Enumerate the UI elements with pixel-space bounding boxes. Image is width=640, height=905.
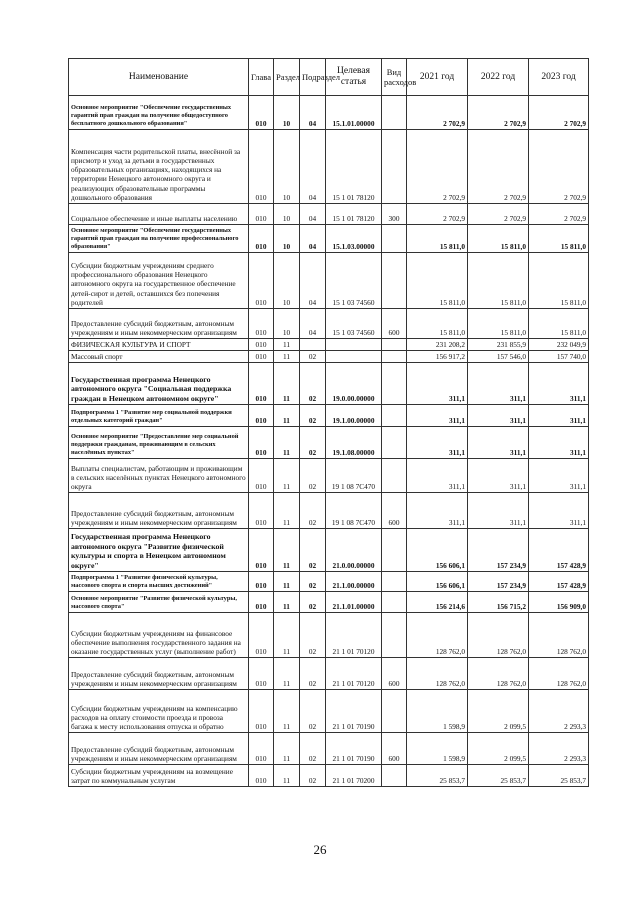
row-2021: 311,1 bbox=[407, 363, 468, 405]
table-row bbox=[69, 493, 589, 529]
row-target: 21.0.00.00000 bbox=[326, 529, 382, 572]
row-podrazdel: 02 bbox=[300, 363, 326, 405]
row-2022: 156 715,2 bbox=[468, 592, 529, 613]
row-glava: 010 bbox=[249, 363, 274, 405]
row-name: Субсидии бюджетным учреждениям на возмещение затрат по коммунальным услугам bbox=[69, 765, 249, 787]
row-vid bbox=[382, 690, 407, 733]
row-target: 19 1 08 7С470 bbox=[326, 459, 382, 493]
row-2022: 2 702,9 bbox=[468, 130, 529, 204]
budget-table bbox=[68, 58, 589, 787]
header-2023: 2023 год bbox=[529, 59, 589, 96]
table-row bbox=[69, 130, 589, 204]
row-glava: 010 bbox=[249, 351, 274, 363]
row-name: Предоставление субсидий бюджетным, автономным учреждениям и иным некоммерческим организациям bbox=[69, 733, 249, 765]
row-glava: 010 bbox=[249, 733, 274, 765]
table-row bbox=[69, 309, 589, 339]
row-vid bbox=[382, 459, 407, 493]
row-2022: 157 234,9 bbox=[468, 529, 529, 572]
row-target: 15 1 01 78120 bbox=[326, 130, 382, 204]
row-podrazdel: 04 bbox=[300, 225, 326, 253]
row-vid bbox=[382, 351, 407, 363]
row-2023: 2 293,3 bbox=[529, 690, 589, 733]
row-razdel: 10 bbox=[274, 309, 300, 339]
row-name: Массовый спорт bbox=[69, 351, 249, 363]
row-2023: 2 702,9 bbox=[529, 96, 589, 130]
row-2022: 15 811,0 bbox=[468, 253, 529, 309]
row-2022: 311,1 bbox=[468, 363, 529, 405]
table-row bbox=[69, 690, 589, 733]
row-2022: 25 853,7 bbox=[468, 765, 529, 787]
row-name: Социальное обеспечение и иные выплаты населению bbox=[69, 204, 249, 225]
row-vid bbox=[382, 613, 407, 658]
header-vid: Вид расходов bbox=[382, 59, 407, 96]
row-2023: 311,1 bbox=[529, 363, 589, 405]
row-razdel: 10 bbox=[274, 225, 300, 253]
table-row bbox=[69, 572, 589, 592]
row-2021: 128 762,0 bbox=[407, 613, 468, 658]
table-row bbox=[69, 253, 589, 309]
row-target: 19.0.00.00000 bbox=[326, 363, 382, 405]
row-name: Основное мероприятие "Обеспечение государственных гарантий прав граждан на получение общедоступного бесплатного дошкольного образования" bbox=[69, 96, 249, 130]
row-podrazdel: 04 bbox=[300, 253, 326, 309]
row-2021: 2 702,9 bbox=[407, 130, 468, 204]
row-name: Государственная программа Ненецкого автономного округа "Развитие физической культуры и спорта в Ненецком автономном округе" bbox=[69, 529, 249, 572]
row-glava: 010 bbox=[249, 572, 274, 592]
row-2022: 2 099,5 bbox=[468, 690, 529, 733]
row-2022: 2 702,9 bbox=[468, 96, 529, 130]
row-target bbox=[326, 339, 382, 351]
row-glava: 010 bbox=[249, 658, 274, 690]
header-razdel: Раздел bbox=[274, 59, 300, 96]
row-target: 19 1 08 7С470 bbox=[326, 493, 382, 529]
row-name: Предоставление субсидий бюджетным, автономным учреждениям и иным некоммерческим организациям bbox=[69, 493, 249, 529]
budget-table-sheet bbox=[68, 58, 588, 787]
table-row bbox=[69, 96, 589, 130]
table-row bbox=[69, 459, 589, 493]
row-target: 15 1 01 78120 bbox=[326, 204, 382, 225]
table-row bbox=[69, 351, 589, 363]
row-vid bbox=[382, 253, 407, 309]
row-podrazdel: 02 bbox=[300, 351, 326, 363]
row-2021: 231 208,2 bbox=[407, 339, 468, 351]
header-podrazdel: Подраздел bbox=[300, 59, 326, 96]
row-vid: 300 bbox=[382, 204, 407, 225]
row-target: 19.1.08.00000 bbox=[326, 427, 382, 459]
table-row bbox=[69, 733, 589, 765]
row-podrazdel: 02 bbox=[300, 690, 326, 733]
row-target: 15 1 03 74560 bbox=[326, 253, 382, 309]
row-podrazdel: 04 bbox=[300, 130, 326, 204]
row-podrazdel: 02 bbox=[300, 427, 326, 459]
row-razdel: 11 bbox=[274, 459, 300, 493]
row-name: Подпрограмма 1 "Развитие физической культуры, массового спорта и спорта высших достижений" bbox=[69, 572, 249, 592]
row-target: 21.1.00.00000 bbox=[326, 572, 382, 592]
row-vid: 600 bbox=[382, 658, 407, 690]
row-target: 15 1 03 74560 bbox=[326, 309, 382, 339]
table-row bbox=[69, 363, 589, 405]
row-2021: 156 917,2 bbox=[407, 351, 468, 363]
row-2023: 157 740,0 bbox=[529, 351, 589, 363]
row-glava: 010 bbox=[249, 309, 274, 339]
row-glava: 010 bbox=[249, 253, 274, 309]
row-2023: 311,1 bbox=[529, 427, 589, 459]
row-podrazdel: 02 bbox=[300, 765, 326, 787]
row-2022: 15 811,0 bbox=[468, 309, 529, 339]
row-vid: 600 bbox=[382, 493, 407, 529]
row-glava: 010 bbox=[249, 765, 274, 787]
row-vid: 600 bbox=[382, 733, 407, 765]
row-podrazdel: 02 bbox=[300, 493, 326, 529]
row-razdel: 11 bbox=[274, 690, 300, 733]
table-row bbox=[69, 658, 589, 690]
row-glava: 010 bbox=[249, 96, 274, 130]
row-2021: 156 606,1 bbox=[407, 529, 468, 572]
row-2023: 15 811,0 bbox=[529, 253, 589, 309]
row-2023: 157 428,9 bbox=[529, 572, 589, 592]
row-2022: 2 099,5 bbox=[468, 733, 529, 765]
table-body bbox=[69, 96, 589, 787]
row-razdel: 11 bbox=[274, 733, 300, 765]
row-name: Государственная программа Ненецкого автономного округа "Социальная поддержка граждан в Ненецком автономном округе" bbox=[69, 363, 249, 405]
row-name: Субсидии бюджетным учреждениям среднего профессионального образования Ненецкого автономного округа на государственное обеспечение детей-сирот и детей, оставшихся без попечения родителей bbox=[69, 253, 249, 309]
row-razdel: 10 bbox=[274, 130, 300, 204]
row-podrazdel: 02 bbox=[300, 613, 326, 658]
table-row bbox=[69, 225, 589, 253]
row-2023: 25 853,7 bbox=[529, 765, 589, 787]
row-name: Основное мероприятие "Обеспечение государственных гарантий прав граждан на получение профессионального образования" bbox=[69, 225, 249, 253]
row-name: Субсидии бюджетным учреждениям на компенсацию расходов на оплату стоимости проезда и провоза багажа к месту использования отпуска и обратно bbox=[69, 690, 249, 733]
row-target: 19.1.00.00000 bbox=[326, 405, 382, 427]
row-target: 21 1 01 70190 bbox=[326, 690, 382, 733]
row-2021: 311,1 bbox=[407, 493, 468, 529]
table-row bbox=[69, 427, 589, 459]
row-2022: 128 762,0 bbox=[468, 613, 529, 658]
row-vid bbox=[382, 529, 407, 572]
row-2022: 311,1 bbox=[468, 427, 529, 459]
table-row bbox=[69, 765, 589, 787]
row-2023: 128 762,0 bbox=[529, 658, 589, 690]
row-podrazdel: 02 bbox=[300, 529, 326, 572]
row-2021: 128 762,0 bbox=[407, 658, 468, 690]
row-2022: 2 702,9 bbox=[468, 204, 529, 225]
row-razdel: 11 bbox=[274, 592, 300, 613]
row-name: Основное мероприятие "Предоставление мер социальной поддержки гражданам, проживающим в сельских населённых пунктах" bbox=[69, 427, 249, 459]
row-podrazdel: 04 bbox=[300, 96, 326, 130]
row-razdel: 11 bbox=[274, 493, 300, 529]
row-2023: 15 811,0 bbox=[529, 225, 589, 253]
row-2023: 311,1 bbox=[529, 405, 589, 427]
row-2023: 157 428,9 bbox=[529, 529, 589, 572]
row-razdel: 11 bbox=[274, 658, 300, 690]
row-2022: 15 811,0 bbox=[468, 225, 529, 253]
row-glava: 010 bbox=[249, 529, 274, 572]
row-2022: 157 546,0 bbox=[468, 351, 529, 363]
row-glava: 010 bbox=[249, 493, 274, 529]
row-2023: 2 702,9 bbox=[529, 130, 589, 204]
row-glava: 010 bbox=[249, 459, 274, 493]
row-glava: 010 bbox=[249, 225, 274, 253]
row-podrazdel: 02 bbox=[300, 592, 326, 613]
row-podrazdel: 02 bbox=[300, 459, 326, 493]
row-razdel: 11 bbox=[274, 613, 300, 658]
row-vid bbox=[382, 225, 407, 253]
row-glava: 010 bbox=[249, 405, 274, 427]
row-razdel: 10 bbox=[274, 96, 300, 130]
row-name: Субсидии бюджетным учреждениям на финансовое обеспечение выполнения государственного задания на оказание государственных услуг (выполнение работ) bbox=[69, 613, 249, 658]
row-2021: 15 811,0 bbox=[407, 253, 468, 309]
row-name: ФИЗИЧЕСКАЯ КУЛЬТУРА И СПОРТ bbox=[69, 339, 249, 351]
row-2021: 1 598,9 bbox=[407, 733, 468, 765]
row-glava: 010 bbox=[249, 613, 274, 658]
row-target: 21 1 01 70190 bbox=[326, 733, 382, 765]
row-podrazdel: 04 bbox=[300, 204, 326, 225]
row-2023: 311,1 bbox=[529, 493, 589, 529]
row-target: 21 1 01 70200 bbox=[326, 765, 382, 787]
row-name: Предоставление субсидий бюджетным, автономным учреждениям и иным некоммерческим организациям bbox=[69, 309, 249, 339]
row-vid bbox=[382, 765, 407, 787]
row-vid: 600 bbox=[382, 309, 407, 339]
row-2021: 311,1 bbox=[407, 459, 468, 493]
row-razdel: 11 bbox=[274, 351, 300, 363]
row-target: 21 1 01 70120 bbox=[326, 658, 382, 690]
row-razdel: 11 bbox=[274, 427, 300, 459]
row-vid bbox=[382, 339, 407, 351]
row-2021: 25 853,7 bbox=[407, 765, 468, 787]
row-vid bbox=[382, 363, 407, 405]
row-podrazdel: 04 bbox=[300, 309, 326, 339]
row-podrazdel: 02 bbox=[300, 733, 326, 765]
row-2021: 2 702,9 bbox=[407, 96, 468, 130]
table-row bbox=[69, 613, 589, 658]
row-name: Подпрограмма 1 "Развитие мер социальной поддержки отдельных категорий граждан" bbox=[69, 405, 249, 427]
row-2021: 15 811,0 bbox=[407, 309, 468, 339]
table-row bbox=[69, 529, 589, 572]
page-number: 26 bbox=[313, 842, 327, 857]
row-razdel: 11 bbox=[274, 363, 300, 405]
row-2021: 2 702,9 bbox=[407, 204, 468, 225]
header-2021: 2021 год bbox=[407, 59, 468, 96]
header-glava: Глава bbox=[249, 59, 274, 96]
row-2023: 15 811,0 bbox=[529, 309, 589, 339]
row-2021: 311,1 bbox=[407, 427, 468, 459]
row-2022: 231 855,9 bbox=[468, 339, 529, 351]
row-glava: 010 bbox=[249, 690, 274, 733]
header-2022: 2022 год bbox=[468, 59, 529, 96]
row-razdel: 11 bbox=[274, 572, 300, 592]
row-razdel: 11 bbox=[274, 529, 300, 572]
table-row bbox=[69, 339, 589, 351]
row-glava: 010 bbox=[249, 427, 274, 459]
row-name: Компенсация части родительской платы, внесённой за присмотр и уход за детьми в государственных образовательных организациях, находящихся на территории Ненецкого автономного округа и реализующих образовательные программы дошкольного образования bbox=[69, 130, 249, 204]
row-razdel: 11 bbox=[274, 765, 300, 787]
row-vid bbox=[382, 572, 407, 592]
row-2023: 128 762,0 bbox=[529, 613, 589, 658]
row-vid bbox=[382, 405, 407, 427]
row-2023: 2 702,9 bbox=[529, 204, 589, 225]
row-name: Предоставление субсидий бюджетным, автономным учреждениям и иным некоммерческим организациям bbox=[69, 658, 249, 690]
row-2023: 2 293,3 bbox=[529, 733, 589, 765]
row-glava: 010 bbox=[249, 204, 274, 225]
row-target bbox=[326, 351, 382, 363]
row-razdel: 11 bbox=[274, 405, 300, 427]
row-glava: 010 bbox=[249, 592, 274, 613]
row-vid bbox=[382, 427, 407, 459]
row-2022: 311,1 bbox=[468, 405, 529, 427]
row-2022: 311,1 bbox=[468, 459, 529, 493]
row-podrazdel: 02 bbox=[300, 572, 326, 592]
row-target: 15.1.03.00000 bbox=[326, 225, 382, 253]
row-podrazdel bbox=[300, 339, 326, 351]
row-2022: 311,1 bbox=[468, 493, 529, 529]
table-row bbox=[69, 592, 589, 613]
row-target: 21.1.01.00000 bbox=[326, 592, 382, 613]
table-row bbox=[69, 405, 589, 427]
table-row bbox=[69, 204, 589, 225]
row-2021: 311,1 bbox=[407, 405, 468, 427]
row-target: 15.1.01.00000 bbox=[326, 96, 382, 130]
row-name: Выплаты специалистам, работающим и проживающим в сельских населённых пунктах Ненецкого автономного округа bbox=[69, 459, 249, 493]
row-vid bbox=[382, 592, 407, 613]
row-razdel: 10 bbox=[274, 204, 300, 225]
row-2023: 232 049,9 bbox=[529, 339, 589, 351]
row-2021: 156 214,6 bbox=[407, 592, 468, 613]
row-2023: 311,1 bbox=[529, 459, 589, 493]
row-glava: 010 bbox=[249, 339, 274, 351]
row-2021: 15 811,0 bbox=[407, 225, 468, 253]
row-vid bbox=[382, 96, 407, 130]
row-2021: 156 606,1 bbox=[407, 572, 468, 592]
row-2022: 157 234,9 bbox=[468, 572, 529, 592]
row-2023: 156 909,0 bbox=[529, 592, 589, 613]
header-name: Наименование bbox=[69, 59, 249, 96]
table-header-row bbox=[69, 59, 589, 96]
row-2021: 1 598,9 bbox=[407, 690, 468, 733]
row-2022: 128 762,0 bbox=[468, 658, 529, 690]
row-podrazdel: 02 bbox=[300, 658, 326, 690]
header-target: Целевая статья bbox=[326, 59, 382, 96]
row-razdel: 10 bbox=[274, 253, 300, 309]
row-name: Основное мероприятие "Развитие физической культуры, массового спорта" bbox=[69, 592, 249, 613]
row-razdel: 11 bbox=[274, 339, 300, 351]
row-vid bbox=[382, 130, 407, 204]
row-glava: 010 bbox=[249, 130, 274, 204]
row-podrazdel: 02 bbox=[300, 405, 326, 427]
row-target: 21 1 01 70120 bbox=[326, 613, 382, 658]
